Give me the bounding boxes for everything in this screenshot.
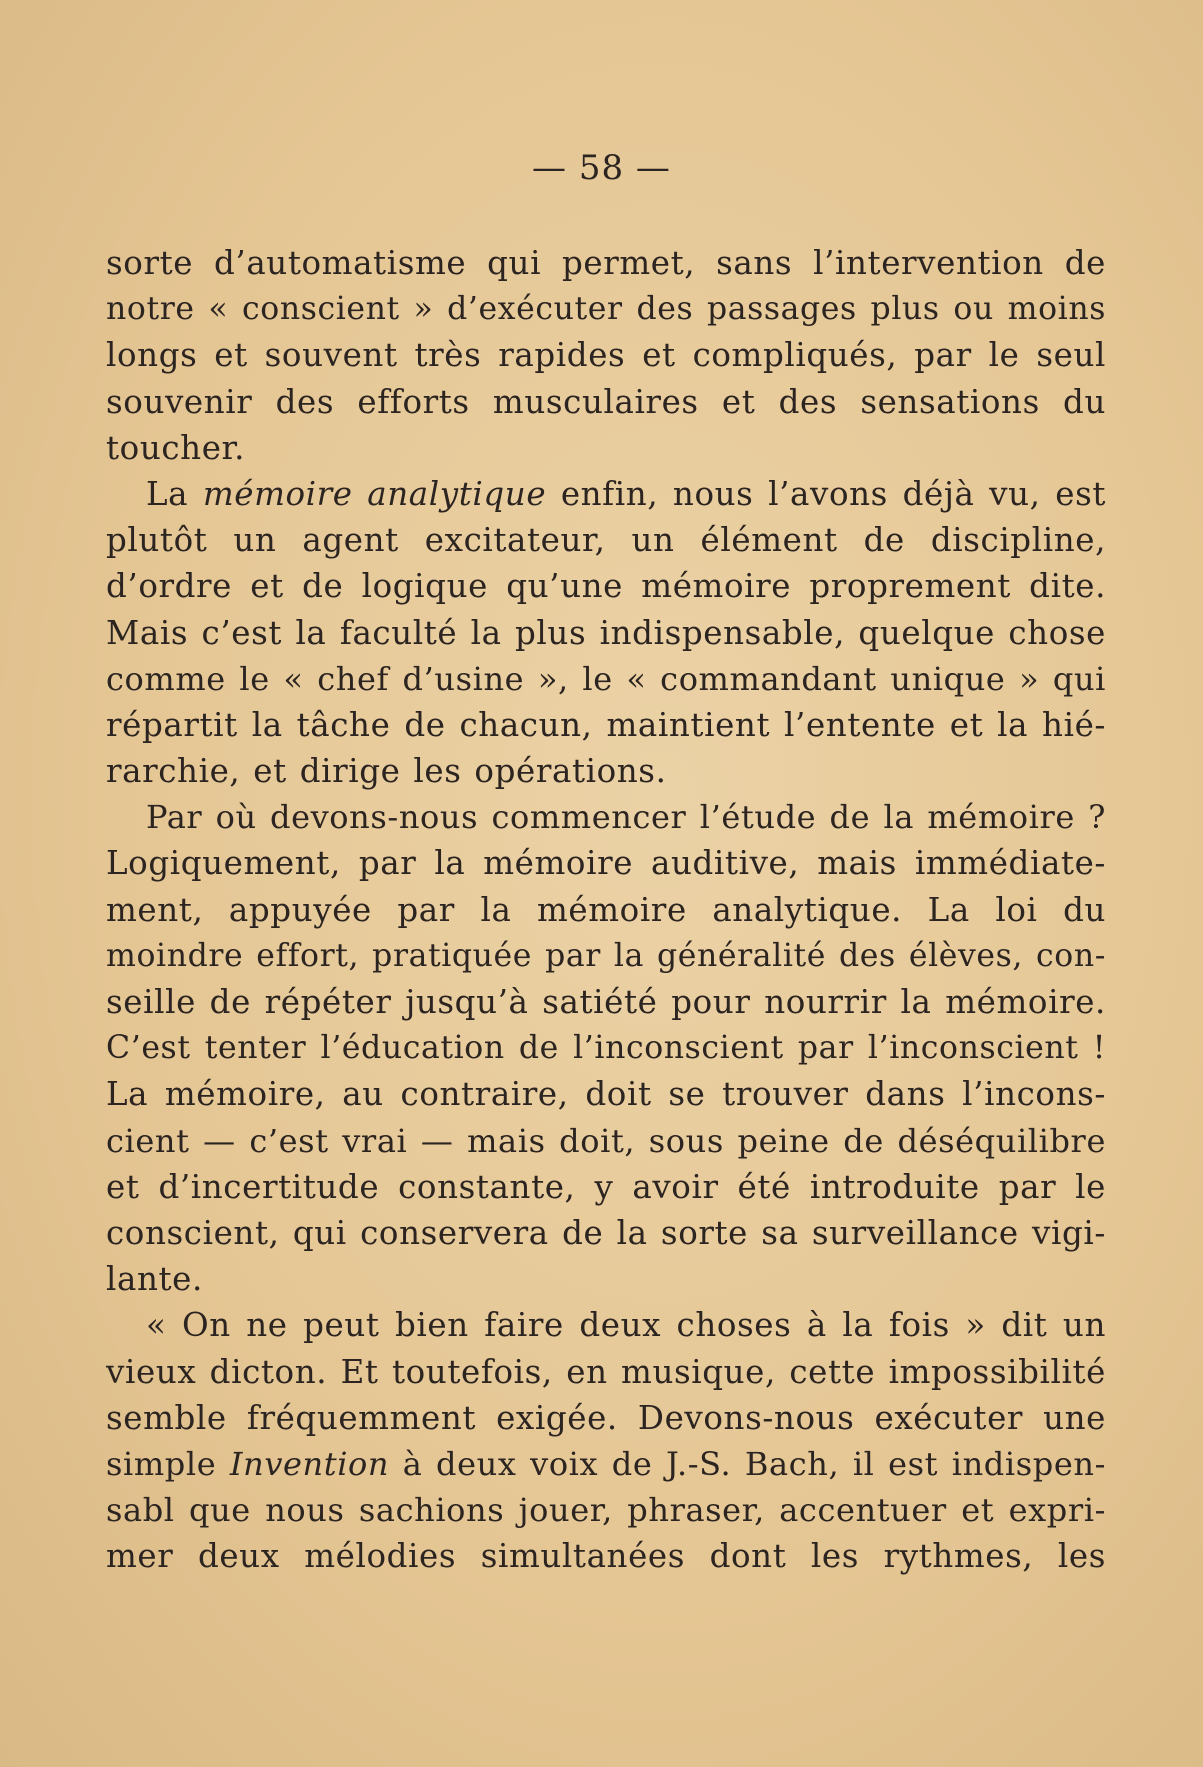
text-line: semble fréquemment exigée. Devons-nous exécuter une: [106, 1398, 1106, 1437]
text-line: et d’incertitude constante, y avoir été introduite par le: [106, 1167, 1106, 1206]
text-line: cient — c’est vrai — mais doit, sous peine de déséquilibre: [106, 1121, 1106, 1160]
text-line: mer deux mélodies simultanées dont les rythmes, les: [106, 1537, 1106, 1576]
text-line: La mémoire analytique enfin, nous l’avons déjà vu, est: [146, 474, 1107, 513]
text-line: seille de répéter jusqu’à satiété pour nourrir la mémoire.: [106, 983, 1106, 1021]
text-line: répartit la tâche de chacun, maintient l’entente et la hié-: [106, 705, 1106, 744]
text-line: Par où devons-nous commencer l’étude de la mémoire ?: [146, 798, 1106, 837]
text-line: La mémoire, au contraire, doit se trouver dans l’incons-: [106, 1075, 1106, 1114]
text-line: sorte d’automatisme qui permet, sans l’intervention de: [106, 244, 1106, 282]
text-line: moindre effort, pratiquée par la généralité des élèves, con-: [106, 937, 1106, 974]
italic-term: Invention: [229, 1444, 390, 1483]
text-line: C’est tenter l’éducation de l’inconscient par l’inconscient !: [106, 1030, 1106, 1067]
italic-term: mémoire analytique: [202, 474, 547, 513]
text-line: longs et souvent très rapides et compliqués, par le seul: [106, 336, 1106, 375]
text-line: rarchie, et dirige les opérations.: [106, 752, 667, 791]
text-line: « On ne peut bien faire deux choses à la fois » dit un: [146, 1306, 1106, 1345]
text-line: conscient, qui conservera de la sorte sa surveillance vigi-: [106, 1213, 1106, 1252]
text-line: plutôt un agent excitateur, un élément de discipline,: [106, 521, 1106, 560]
body-text: [106, 240, 1106, 1579]
page-number: — 58 —: [532, 148, 671, 188]
text-line: vieux dicton. Et toutefois, en musique, cette impossibilité: [106, 1352, 1106, 1391]
text-line: Logiquement, par la mémoire auditive, mais immédiate-: [106, 844, 1106, 883]
text-line: Mais c’est la faculté la plus indispensable, quelque chose: [106, 613, 1106, 652]
text-line: d’ordre et de logique qu’une mémoire proprement dite.: [106, 567, 1106, 606]
text-line: souvenir des efforts musculaires et des sensations du: [106, 382, 1106, 421]
text-line: lante.: [106, 1260, 203, 1299]
text-line: sabl que nous sachions jouer, phraser, accentuer et expri-: [106, 1491, 1106, 1530]
text-line: ment, appuyée par la mémoire analytique. La loi du: [106, 890, 1106, 929]
text-line: toucher.: [106, 428, 246, 467]
text-line: notre « conscient » d’exécuter des passages plus ou moins: [106, 291, 1106, 328]
text-line: simple Invention à deux voix de J.-S. Bach, il est indispen-: [106, 1444, 1106, 1483]
text-line: comme le « chef d’usine », le « commandant unique » qui: [106, 659, 1106, 698]
